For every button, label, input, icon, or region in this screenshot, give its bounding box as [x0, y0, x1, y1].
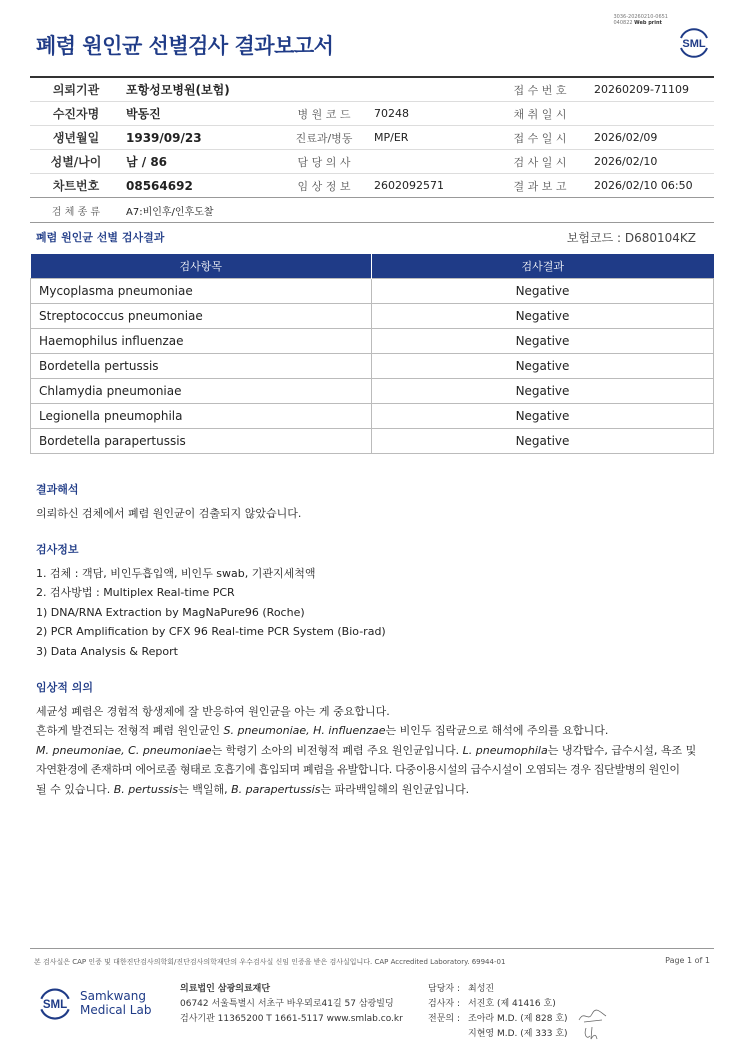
test-info-line: 2) PCR Amplification by CFX 96 Real-time PCR System (Bio-rad): [36, 625, 386, 638]
label-patient-name: 수진자명: [52, 107, 100, 121]
results-table: [30, 254, 714, 454]
staff-role: 담당자 :: [428, 984, 460, 994]
info-row: [30, 78, 714, 102]
label-requesting-org: 의뢰기관: [52, 83, 100, 97]
clinical-text: 는 비인두 집락균으로 해석에 주의를 요합니다.: [385, 724, 609, 737]
clinical-text: 는 냉각탑수, 급수시설, 욕조 및: [547, 743, 697, 757]
value-birth-date: 1939/09/23: [126, 130, 202, 145]
staff-row: [428, 982, 568, 997]
value-receipt-no: 20260209-71109: [594, 83, 689, 96]
info-row: [30, 102, 714, 126]
table-row: [31, 353, 714, 378]
value-sex-age: 남 / 86: [126, 155, 168, 169]
clinical-text: 는 학령기 소아의 비전형적 폐렴 주요 원인균입니다.: [211, 743, 463, 757]
clinical-section: [36, 678, 716, 799]
table-row: [31, 428, 714, 453]
web-print-label: Web print: [634, 20, 662, 26]
test-result: Negative: [372, 303, 714, 328]
test-result: Negative: [372, 403, 714, 428]
info-row: [30, 198, 714, 222]
clinical-italic: L. pneumophila: [462, 743, 548, 757]
test-info-title: 검사정보: [36, 543, 79, 556]
sml-logo-icon: [36, 982, 74, 1024]
test-item: Mycoplasma pneumoniae: [31, 278, 372, 303]
staff-name: 조아라 M.D. (제 828 호): [468, 1014, 568, 1024]
org-name: 의료법인 삼광의료재단: [180, 984, 271, 994]
label-hospital-code: 병 원 코 드: [297, 107, 351, 121]
test-item: Streptococcus pneumoniae: [31, 303, 372, 328]
label-specimen-type: 검 체 종 류: [51, 206, 101, 218]
test-item: Chlamydia pneumoniae: [31, 378, 372, 403]
clinical-italic: M. pneumoniae, C. pneumoniae: [36, 743, 212, 757]
value-patient-name: 박동진: [126, 107, 161, 121]
test-result: Negative: [372, 278, 714, 303]
logo-line1: Samkwang: [80, 989, 146, 1003]
interpretation-text: 의뢰하신 검체에서 폐렴 원인균이 검출되지 않았습니다.: [36, 506, 302, 520]
results-section-title: 폐렴 원인균 선별 검사결과: [36, 231, 165, 244]
clinical-italic: B. parapertussis: [231, 782, 321, 796]
clinical-line: [36, 741, 716, 761]
label-sex-age: 성별/나이: [50, 155, 102, 169]
label-doctor: 담 당 의 사: [297, 155, 351, 169]
info-row: [30, 150, 714, 174]
table-row: [31, 403, 714, 428]
clinical-text: 될 수 있습니다.: [36, 782, 114, 796]
value-specimen-type: A7:비인후/인후도찰: [126, 206, 214, 218]
staff-role: 검사자 :: [428, 999, 460, 1009]
footer-divider: [30, 948, 714, 949]
page-title: 폐렴 원인균 선별검사 결과보고서: [36, 34, 334, 58]
test-item: Legionella pneumophila: [31, 403, 372, 428]
logo-text-top: SML: [682, 38, 706, 50]
document-code: [613, 14, 668, 26]
doc-code-number: 040822: [613, 20, 633, 26]
table-row: [31, 328, 714, 353]
results-header-row: [31, 254, 714, 278]
logo-text-bottom: SML: [42, 999, 68, 1012]
info-row: [30, 174, 714, 198]
label-receipt-no: 접 수 번 호: [513, 83, 567, 97]
staff-row: [428, 997, 568, 1012]
col-test-result: 검사결과: [372, 254, 714, 278]
interpretation-section: [36, 480, 716, 523]
clinical-italic: S. pneumoniae, H. influenzae: [223, 724, 386, 737]
org-contact: 검사기관 11365200 T 1661-5117 www.smlab.co.kr: [180, 1014, 403, 1024]
clinical-line: 자연환경에 존재하며 에어로졸 형태로 호흡기에 흡입되며 폐렴을 유발합니다. 다중이용시설의 급수시설이 오염되는 경우 집단발병의 원인이: [36, 763, 680, 776]
page-number: Page 1 of 1: [665, 956, 710, 965]
value-hospital-code: 70248: [374, 107, 409, 120]
clinical-line: 세균성 폐렴은 경험적 항생제에 잘 반응하여 원인균을 아는 게 중요합니다.: [36, 704, 390, 718]
label-report-date: 결 과 보 고: [513, 179, 567, 193]
staff-row: [428, 1027, 568, 1042]
test-result: Negative: [372, 353, 714, 378]
logo-line2: Medical Lab: [80, 1003, 152, 1017]
clinical-title: 임상적 의의: [36, 681, 93, 694]
info-row: [30, 126, 714, 150]
footer-logo: [36, 982, 151, 1024]
test-result: Negative: [372, 428, 714, 453]
staff-info: [428, 982, 568, 1042]
label-collection-date: 채 취 일 시: [513, 107, 567, 121]
staff-name: 지현영 M.D. (제 333 호): [468, 1029, 568, 1039]
value-chart-no: 08564692: [126, 178, 193, 193]
test-info-line: 2. 검사방법 : Multiplex Real-time PCR: [36, 586, 235, 599]
label-department: 진료과/병동: [295, 131, 353, 145]
doc-code-line1: 3036-20260210-0651: [613, 14, 668, 20]
clinical-italic: B. pertussis: [113, 782, 179, 796]
test-item: Bordetella pertussis: [31, 353, 372, 378]
value-receipt-date: 2026/02/09: [594, 131, 658, 144]
test-info-line: 3) Data Analysis & Report: [36, 644, 178, 658]
staff-name: 서진호 (제 41416 호): [468, 999, 556, 1009]
table-row: [31, 278, 714, 303]
test-info-line: 1. 검체 : 객담, 비인두흡입액, 비인두 swab, 기관지세척액: [36, 566, 316, 580]
insurance-code: 보험코드 : D680104KZ: [566, 231, 696, 245]
sml-logo-icon: [676, 22, 712, 62]
label-receipt-date: 접 수 일 시: [513, 131, 567, 145]
signature-icon: [582, 1024, 606, 1042]
label-clinical-info: 임 상 정 보: [297, 179, 351, 193]
clinical-text: 는 백일해,: [178, 782, 232, 796]
col-test-item: 검사항목: [31, 254, 372, 278]
logo-wordmark: [80, 989, 151, 1017]
doc-code-line2: [613, 20, 668, 26]
staff-row: [428, 1012, 568, 1027]
value-clinical-info: 2602092571: [374, 179, 444, 192]
test-item: Haemophilus influenzae: [31, 328, 372, 353]
value-test-date: 2026/02/10: [594, 155, 658, 168]
organization-info: [180, 982, 403, 1027]
staff-role: 전문의 :: [428, 1014, 460, 1024]
clinical-line: [36, 721, 716, 741]
clinical-line: [36, 780, 716, 800]
test-result: Negative: [372, 378, 714, 403]
table-row: [31, 378, 714, 403]
patient-info-table: [30, 76, 714, 223]
value-department: MP/ER: [374, 131, 409, 144]
accreditation-note: 본 검사실은 CAP 인증 및 대한진단검사의학회/진단검사의학재단의 우수검사실 신임 인증을 받은 검사실입니다. CAP Accredited Laboratory. 69944-01: [34, 958, 506, 966]
clinical-text: 는 파라백일해의 원인균입니다.: [320, 782, 470, 796]
test-item: Bordetella parapertussis: [31, 428, 372, 453]
table-row: [31, 303, 714, 328]
test-info-line: 1) DNA/RNA Extraction by MagNaPure96 (Roche): [36, 605, 305, 619]
value-requesting-org: 포항성모병원(보험): [126, 83, 230, 97]
clinical-text: 흔하게 발견되는 전형적 폐렴 원인균인: [36, 724, 224, 737]
interpretation-title: 결과해석: [36, 483, 79, 496]
label-test-date: 검 사 일 시: [513, 155, 567, 169]
test-info-section: [36, 540, 716, 661]
label-chart-no: 차트번호: [52, 179, 100, 193]
org-address: 06742 서울특별시 서초구 바우뫼로41길 57 삼광빌딩: [180, 999, 394, 1009]
value-report-date: 2026/02/10 06:50: [594, 179, 693, 192]
test-result: Negative: [372, 328, 714, 353]
label-birth-date: 생년월일: [52, 131, 100, 145]
staff-name: 최성진: [468, 984, 495, 994]
